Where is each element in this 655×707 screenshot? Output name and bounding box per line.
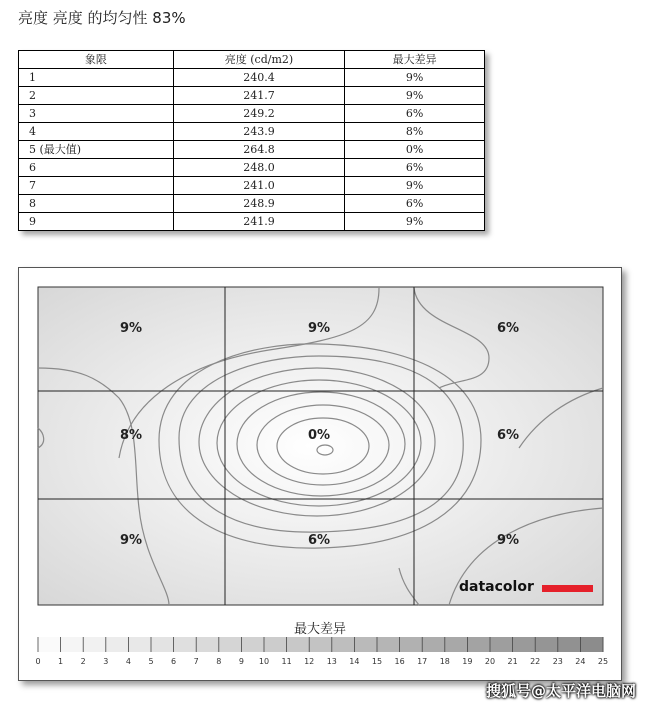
logo-red-bar xyxy=(542,585,593,592)
legend-tick-label: 4 xyxy=(125,657,131,666)
uniformity-table-container xyxy=(18,50,485,231)
cell-quadrant: 3 xyxy=(19,105,174,123)
legend-tick-label: 18 xyxy=(439,657,450,666)
cell-max-diff: 6% xyxy=(345,105,485,123)
cell-max-diff: 9% xyxy=(345,213,485,231)
cell-brightness: 240.4 xyxy=(173,69,345,87)
cell-quadrant: 4 xyxy=(19,123,174,141)
legend-tick-label: 17 xyxy=(417,657,428,666)
cell-label-2: 9% xyxy=(307,321,331,336)
legend-swatch xyxy=(174,637,197,652)
table-row xyxy=(19,105,485,123)
cell-max-diff: 9% xyxy=(345,69,485,87)
table-row xyxy=(19,87,485,105)
table-header-row xyxy=(19,51,485,69)
legend-swatch xyxy=(219,637,242,652)
cell-label-8: 6% xyxy=(307,533,331,548)
legend-tick-label: 9 xyxy=(238,657,244,666)
legend-swatch xyxy=(422,637,445,652)
legend-tick-label: 3 xyxy=(103,657,109,666)
cell-brightness: 249.2 xyxy=(173,105,345,123)
legend-tick-label: 11 xyxy=(281,657,292,666)
cell-quadrant: 5 (最大值) xyxy=(19,141,174,159)
legend-swatch xyxy=(354,637,377,652)
header-max-diff: 最大差异 xyxy=(345,51,485,69)
legend-tick-label: 23 xyxy=(552,657,563,666)
legend-tick-label: 13 xyxy=(326,657,337,666)
table-row xyxy=(19,123,485,141)
uniformity-table xyxy=(18,50,485,231)
cell-brightness: 248.0 xyxy=(173,159,345,177)
cell-brightness: 264.8 xyxy=(173,141,345,159)
legend-tick-label: 19 xyxy=(462,657,473,666)
legend-swatch xyxy=(287,637,310,652)
legend-swatch xyxy=(309,637,332,652)
cell-max-diff: 0% xyxy=(345,141,485,159)
legend-swatch xyxy=(128,637,151,652)
legend-tick-label: 6 xyxy=(171,657,177,666)
legend-tick-label: 2 xyxy=(80,657,86,666)
legend-swatch xyxy=(83,637,106,652)
legend-swatch xyxy=(467,637,490,652)
table-row xyxy=(19,69,485,87)
cell-label-9: 9% xyxy=(496,533,520,548)
table-row xyxy=(19,159,485,177)
legend-swatch xyxy=(241,637,264,652)
cell-label-1: 9% xyxy=(119,321,143,336)
legend-swatch xyxy=(264,637,287,652)
cell-brightness: 241.7 xyxy=(173,87,345,105)
legend-tick-label: 5 xyxy=(148,657,154,666)
legend-swatch xyxy=(400,637,423,652)
uniformity-map-panel xyxy=(18,267,622,681)
cell-brightness: 243.9 xyxy=(173,123,345,141)
legend-swatch xyxy=(558,637,581,652)
cell-quadrant: 9 xyxy=(19,213,174,231)
legend-swatch xyxy=(377,637,400,652)
legend-swatch xyxy=(445,637,468,652)
legend-tick-label: 15 xyxy=(371,657,383,666)
cell-quadrant: 2 xyxy=(19,87,174,105)
legend-tick-label: 16 xyxy=(394,657,405,666)
legend-swatch xyxy=(61,637,84,652)
legend-swatch xyxy=(151,637,174,652)
cell-label-4: 8% xyxy=(119,428,143,443)
cell-quadrant: 1 xyxy=(19,69,174,87)
legend-tick-label: 1 xyxy=(58,657,64,666)
watermark: 搜狐号@太平洋电脑网 xyxy=(486,682,637,700)
legend-swatch xyxy=(196,637,219,652)
legend-tick-label: 21 xyxy=(507,657,518,666)
cell-label-6: 6% xyxy=(496,428,520,443)
table-row xyxy=(19,177,485,195)
cell-brightness: 248.9 xyxy=(173,195,345,213)
legend-swatch xyxy=(535,637,558,652)
cell-label-5: 0% xyxy=(307,428,331,443)
legend-tick-label: 24 xyxy=(575,657,586,666)
cell-brightness: 241.0 xyxy=(173,177,345,195)
legend-tick-label: 10 xyxy=(258,657,270,666)
table-row xyxy=(19,213,485,231)
cell-quadrant: 6 xyxy=(19,159,174,177)
cell-quadrant: 8 xyxy=(19,195,174,213)
cell-max-diff: 9% xyxy=(345,177,485,195)
cell-max-diff: 9% xyxy=(345,87,485,105)
cell-label-7: 9% xyxy=(119,533,143,548)
header-brightness: 亮度 (cd/m2) xyxy=(173,51,345,69)
legend-tick-label: 8 xyxy=(216,657,222,666)
cell-quadrant: 7 xyxy=(19,177,174,195)
page-title: 亮度 亮度 的均匀性 83% xyxy=(18,9,186,27)
legend-swatch xyxy=(106,637,129,652)
cell-brightness: 241.9 xyxy=(173,213,345,231)
legend-swatch xyxy=(490,637,513,652)
legend-tick-label: 22 xyxy=(530,657,541,666)
legend-title: 最大差异 xyxy=(293,622,346,637)
logo-text: datacolor xyxy=(459,579,534,595)
cell-max-diff: 8% xyxy=(345,123,485,141)
legend-swatch xyxy=(513,637,536,652)
legend-swatch xyxy=(580,637,603,652)
legend-tick-label: 7 xyxy=(193,657,199,666)
legend-tick-label: 25 xyxy=(597,657,609,666)
table-row xyxy=(19,195,485,213)
legend-tick-label: 12 xyxy=(304,657,315,666)
legend-scale xyxy=(35,637,608,666)
cell-max-diff: 6% xyxy=(345,195,485,213)
legend-swatch xyxy=(38,637,61,652)
datacolor-logo xyxy=(459,580,593,596)
cell-max-diff: 6% xyxy=(345,159,485,177)
table-row xyxy=(19,141,485,159)
cell-label-3: 6% xyxy=(496,321,520,336)
legend-tick-label: 20 xyxy=(484,657,496,666)
legend-tick-label: 14 xyxy=(349,657,360,666)
header-quadrant: 象限 xyxy=(19,51,174,69)
legend-swatch xyxy=(332,637,355,652)
legend-tick-label: 0 xyxy=(35,657,41,666)
